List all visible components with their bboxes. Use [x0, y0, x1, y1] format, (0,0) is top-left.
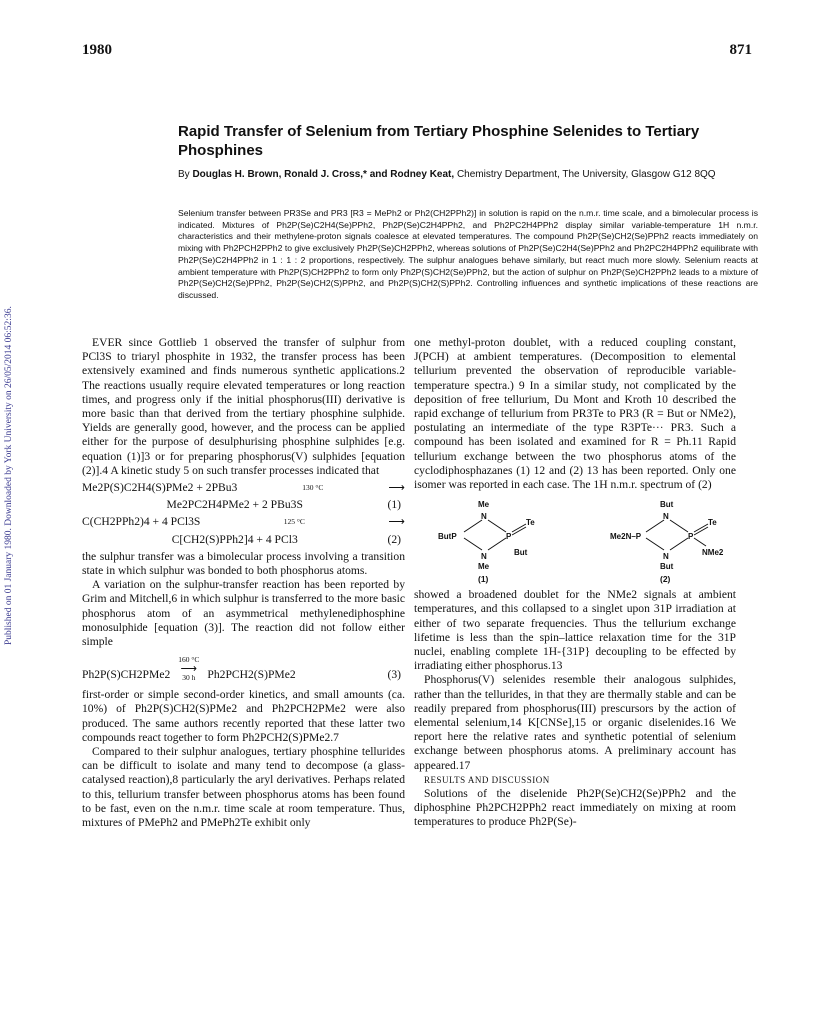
structure-figure: [414, 496, 736, 584]
paragraph-2: the sulphur transfer was a bimolecular process involving a transition state in which sulphur was bonded to both phosphorus atoms.: [82, 549, 405, 578]
eq1-condition: 130 °C: [302, 483, 324, 493]
arrow-icon: ⟶: [388, 481, 405, 495]
right-paragraph-3: Phosphorus(V) selenides resemble their analogous sulphides, rather than the tellurides, in that they are thermally stable and can be readily prepared from phosphorus(III) prescursors by the action of elemental selenium,14 K[CNSe],15 or organic diselenides.16 We report here the relative rates and synthetic potential of selenium exchange between phosphorus atoms. A preliminary account has appeared.17: [414, 673, 736, 772]
right-paragraph-2: showed a broadened doublet for the NMe2 signals at ambient temperatures, and this collapsed to a singlet upon 31P irradiation at either of two separate frequencies. Thus the tellurium exchange lifetime is less than the spin–lattice relaxation time for the 31P nuclei, enabling complete 1H-{31P} decoupling to be effected by irradiating either phosphorus.13: [414, 588, 736, 673]
eq2-condition: 125 °C: [283, 517, 305, 527]
s1-but: But: [514, 548, 528, 558]
eq1-rhs: Me2PC2H4PMe2 + 2 PBu3S: [166, 498, 303, 512]
eq2-number: (2): [387, 532, 401, 546]
page-year: 1980: [82, 42, 112, 58]
eq2-lhs: C(CH2PPh2)4 + 4 PCl3S: [82, 515, 201, 529]
paragraph-3: A variation on the sulphur-transfer reaction has been reported by Grim and Mitchell,6 in which sulphur is transferred to the more basic phosphorus atom of an asymmetrical methylenediphosphine monosulphide [equation (3)]. The reaction did not follow either simple: [82, 578, 405, 649]
eq3-condition: 160 °C: [178, 655, 200, 665]
equation-2-product: [82, 533, 405, 547]
eq3-time: 30 h: [182, 673, 196, 683]
section-heading: RESULTS AND DISCUSSION: [424, 774, 550, 785]
abstract: Selenium transfer between PR3Se and PR3 [R3 = MePh2 or Ph2(CH2PPh2)] in solution is rapid on the n.m.r. time scale, and a bimolecular process is indicated. Mixtures of Ph2P(Se)C2H4(Se)PPh2, Ph2P(Se)C2H4PPh2, and Ph2PC2H4PPh2 display similar variable-temperature 1H n.m.r. characteristics and their methylene-proton signals coalesce at elevated temperatures. The compound Ph2P(Se)CH2(Se)PPh2 reacts immediately on mixing with Ph2PCH2PPh2 to give exclusively Ph2P(Se)CH2PPh2, whereas solutions of Ph2P(Se)C2H4(Se)PPh2 and Ph2PC2H4PPh2 equilibrate with Ph2P(Se)C2H4PPh2 in 1 : 1 : 2 proportions, respectively. The sulphur analogues behave similarly, but react much more slowly. Selenium reacts at ambient temperature with Ph2P(S)CH2PPh2 to form only Ph2P(S)CH2(Se)PPh2, but the action of sulphur on Ph2P(Se)CH2PPh2 leads to a mixture of Ph2P(Se)CH2(Se)PPh2, Ph2P(Se)CH2(S)PPh2, and Ph2P(S)CH2(S)PPh2. Controlling influences and synthetic implications of these reactions are discussed.: [178, 208, 758, 300]
intro-paragraph: EVER since Gottlieb 1 observed the transfer of sulphur from PCl3S to triaryl phosphite in 1932, the transfer process has been extensively examined and finds numerous synthetic applications.2 The reactions usually require elevated temperatures or long reaction times, and progress only if the initial phosphorus(III) derivative is more basic than that derived from the tertiary phosphine sulphide. Yields are generally good, however, and the process can be applied either for the purpose of desulphurising phosphine sulphides [e.g. equation (1)]3 or for preparing phosphorus(V) sulphides [equation (2)].4 A kinetic study 5 on such transfer processes indicated that: [82, 336, 405, 477]
structure-2-label: (2): [660, 574, 671, 585]
s2-nme2: NMe2: [702, 548, 724, 558]
equation-1: [82, 481, 405, 495]
s1-p: P: [506, 532, 512, 542]
page-number: 871: [729, 42, 752, 58]
left-column: [82, 336, 405, 830]
s1-bottom-me: Me: [478, 562, 490, 572]
arrow-icon: ⟶: [180, 662, 198, 676]
article-title: Rapid Transfer of Selenium from Tertiary Phosphine Selenides to Tertiary Phosphines: [178, 123, 700, 159]
author-block: [178, 168, 758, 181]
eq3-rhs: Ph2PCH2(S)PMe2: [207, 668, 296, 682]
arrow-icon: ⟶: [388, 515, 405, 529]
s2-p: P: [688, 532, 694, 542]
s1-top-me: Me: [478, 500, 490, 510]
affiliation: Chemistry Department, The University, Glasgow G12 8QQ: [456, 169, 716, 180]
s1-n-top: N: [481, 512, 487, 522]
s2-me2n-p: Me2N–P: [610, 532, 642, 542]
equation-3: [82, 655, 405, 682]
s2-n-bottom: N: [663, 552, 669, 562]
paragraph-5: Compared to their sulphur analogues, tertiary phosphine tellurides can be difficult to isolate and many tend to decompose (a glass-catalysed reaction),8 particularly the aryl derivatives. Perhaps related to this, tellurium transfer between phosphorus atoms has been found to be fast, even on the n.m.r. time scale at room temperature. Thus, mixtures of PMePh2 and PMePh2Te exhibit only: [82, 745, 405, 830]
s1-n-bottom: N: [481, 552, 487, 562]
eq3-lhs: Ph2P(S)CH2PMe2: [82, 668, 171, 682]
eq3-number: (3): [387, 668, 401, 682]
s2-te: Te: [708, 518, 717, 528]
eq1-number: (1): [387, 498, 401, 512]
s2-n-top: N: [663, 512, 669, 522]
right-column: [414, 336, 736, 830]
s1-but-p: ButP: [438, 532, 457, 542]
paragraph-4: first-order or simple second-order kinetics, and small amounts (ca. 10%) of Ph2P(S)CH2(S)PMe2 and Ph2PCH2PMe2 were also produced. The same authors recently reported that these latter two compounds react together to form Ph2PCH2(S)PMe2.7: [82, 688, 405, 744]
equation-2: [82, 515, 405, 529]
by-label: By: [178, 169, 190, 180]
eq1-lhs: Me2P(S)C2H4(S)PMe2 + 2PBu3: [82, 481, 238, 495]
download-note: Published on 01 January 1980. Downloaded by York University on 26/05/2014 06:52:36.: [4, 306, 14, 645]
structure-1-label: (1): [478, 574, 489, 585]
equation-1-product: [82, 498, 405, 512]
right-paragraph-1: one methyl-proton doublet, with a reduced coupling constant, J(PCH) at ambient temperatures. (Decomposition to elemental tellurium prevented the observation of reproducible variable-temperature spectra.) 9 In a similar study, not complicated by the deposition of free tellurium, Du Mont and Kroth 10 described the rapid exchange of tellurium from PR3Te to PR3 (R = But or NMe2), postulating an intermediate of the type R3PTe··· PR3. Such a compound has been isolated and examined for R = Ph.11 Rapid tellurium exchange between the two phosphorus atoms of the cyclodiphosphazanes (1) 12 and (2) 13 has been reported. Only one isomer was reported in each case. The 1H n.m.r. spectrum of (2): [414, 336, 736, 492]
right-paragraph-4: Solutions of the diselenide Ph2P(Se)CH2(Se)PPh2 and the diphosphine Ph2PCH2PPh2 react immediately on mixing at room temperatures to produce Ph2P(Se)-: [414, 787, 736, 829]
eq2-rhs: C[CH2(S)PPh2]4 + 4 PCl3: [171, 532, 298, 546]
s2-top-but: But: [660, 500, 674, 510]
s2-bottom-but: But: [660, 562, 674, 572]
author-names: Douglas H. Brown, Ronald J. Cross,* and Rodney Keat,: [192, 169, 455, 180]
s1-te: Te: [526, 518, 535, 528]
